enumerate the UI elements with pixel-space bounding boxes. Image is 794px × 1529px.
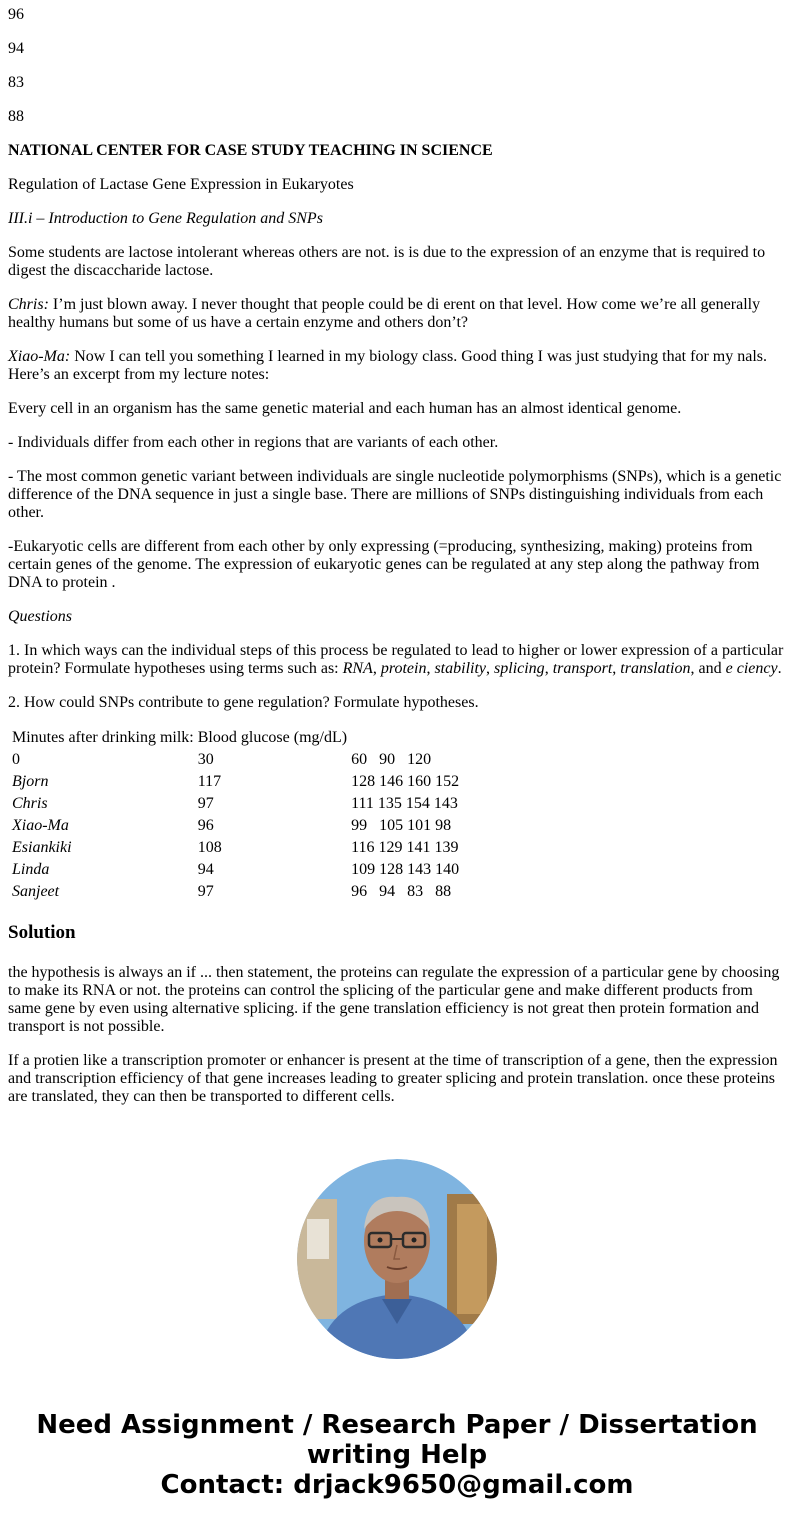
question-1 — [8, 642, 786, 678]
term-sep: , — [544, 660, 553, 677]
note-paragraph: - Individuals differ from each other in regions that are variants of each other. — [8, 434, 499, 451]
top-number: 94 — [8, 40, 24, 57]
doc-title: Regulation of Lactase Gene Expression in Eukaryotes — [8, 176, 354, 193]
term-sep: , — [486, 660, 495, 677]
table-name-cell — [11, 794, 195, 814]
table-row — [11, 772, 460, 792]
intro-paragraph: Some students are lactose intolerant whereas others are not. is is due to the expression of an enzyme that is required to digest the discaccharide lactose. — [8, 244, 766, 279]
table-cell: 111 135 154 143 — [351, 795, 458, 812]
table-cell: 97 — [197, 795, 214, 812]
term-and: , and — [690, 660, 726, 677]
term-sep: , — [612, 660, 621, 677]
table-name-cell — [11, 772, 195, 792]
table-cell: 60 90 120 — [351, 751, 432, 768]
questions-heading-text: Questions — [8, 608, 72, 625]
cta-contact: Contact: drjack9650@gmail.com — [160, 1470, 634, 1500]
top-number: 83 — [8, 74, 24, 91]
solution-paragraph: the hypothesis is always an if ... then statement, the proteins can regulate the expression of a particular gene by choosing to make its RNA or not. the proteins can control the splicing of the particular gene and make different products from same gene by even using alternative splicing. if the gene translation efficiency is not great then protein formation and transport is not possible. — [8, 964, 780, 1035]
table-header-cell: Minutes after drinking milk: — [12, 729, 194, 746]
speaker-chris: Chris: — [8, 296, 49, 313]
table-name-cell — [11, 838, 195, 858]
table-cell: 128 146 160 152 — [351, 773, 460, 790]
table-name: Chris — [12, 795, 48, 812]
table-time-row — [11, 750, 460, 770]
table-name-cell — [11, 882, 195, 902]
document-body — [0, 6, 794, 1106]
term: e ciency — [725, 660, 778, 677]
table-cell: 94 — [197, 861, 214, 878]
table-row — [11, 816, 460, 836]
term-sep: , — [426, 660, 435, 677]
xiaoma-text: Now I can tell you something I learned in my biology class. Good thing I was just studying that for my nals. Here’s an excerpt from my lecture notes: — [8, 348, 767, 383]
term: stability — [434, 660, 487, 677]
question-1-lead: 1. In which ways can the individual steps of this process be regulated to lead to higher or lower expression of a particular protein? Formulate hypotheses using terms such as: — [8, 642, 784, 677]
section-title — [8, 210, 786, 228]
table-row — [11, 860, 460, 880]
chris-dialogue — [8, 296, 786, 332]
table-row — [11, 794, 460, 814]
chris-text: I’m just blown away. I never thought that people could be di erent on that level. How come we’re all generally healthy humans but some of us have a certain enzyme and others don’t? — [8, 296, 761, 331]
table-name-cell — [11, 816, 195, 836]
cta-line: Need Assignment / Research Paper / Dissertation — [36, 1410, 758, 1440]
top-number: 88 — [8, 108, 24, 125]
table-cell: 108 — [197, 839, 222, 856]
table-name-cell — [11, 860, 195, 880]
table-header-cell — [350, 728, 460, 748]
table-header-row — [11, 728, 460, 748]
table-cell: 116 129 141 139 — [351, 839, 459, 856]
term-sep: , — [372, 660, 381, 677]
top-number: 96 — [8, 6, 24, 23]
avatar-photo — [297, 1159, 497, 1359]
term: splicing — [494, 660, 545, 677]
term: translation — [620, 660, 691, 677]
table-cell: 0 — [12, 751, 20, 768]
speaker-xiaoma: Xiao-Ma: — [8, 348, 71, 365]
table-row — [11, 838, 460, 858]
note-paragraph: Every cell in an organism has the same genetic material and each human has an almost identical genome. — [8, 400, 682, 417]
term: protein — [380, 660, 427, 677]
table-name: Xiao-Ma — [12, 817, 69, 834]
term: transport — [552, 660, 613, 677]
page — [0, 6, 794, 1529]
note-paragraph: -Eukaryotic cells are different from each other by only expressing (=producing, synthesizing, making) proteins from certain genes of the genome. The expression of eukaryotic genes can be regulated at any step along the pathway from DNA to protein . — [8, 538, 760, 591]
term: RNA — [342, 660, 373, 677]
question-2: 2. How could SNPs contribute to gene regulation? Formulate hypotheses. — [8, 694, 479, 711]
xiaoma-dialogue — [8, 348, 786, 384]
table-cell: 97 — [197, 883, 214, 900]
solution-heading: Solution — [8, 922, 76, 943]
author-avatar — [297, 1159, 497, 1359]
table-cell: 117 — [197, 773, 222, 790]
cta-banner — [0, 1410, 794, 1500]
section-title-text: III.i – Introduction to Gene Regulation and SNPs — [8, 210, 323, 227]
solution-paragraph: If a protien like a transcription promoter or enhancer is present at the time of transcription of a gene, then the expression and transcription efficiency of that gene increases leading to greater splicing and protein translation. once these proteins are translated, they can then be transported to different cells. — [8, 1052, 778, 1105]
table-row — [11, 882, 460, 902]
note-paragraph: - The most common genetic variant between individuals are single nucleotide polymorphisms (SNPs), which is a genetic difference of the DNA sequence in just a single base. There are millions of SNPs distinguishing individuals from each other. — [8, 468, 782, 521]
glucose-table — [9, 726, 462, 904]
table-name: Linda — [12, 861, 50, 878]
table-header-cell: Blood glucose (mg/dL) — [197, 729, 348, 746]
table-cell: 30 — [197, 751, 214, 768]
table-name: Bjorn — [12, 773, 49, 790]
org-heading: NATIONAL CENTER FOR CASE STUDY TEACHING IN SCIENCE — [8, 142, 493, 159]
table-name: Esiankiki — [12, 839, 72, 856]
table-cell: 96 94 83 88 — [351, 883, 452, 900]
table-cell: 109 128 143 140 — [351, 861, 460, 878]
cta-line: writing Help — [306, 1440, 488, 1470]
table-cell: 96 — [197, 817, 214, 834]
questions-heading — [8, 608, 786, 626]
table-cell: 99 105 101 98 — [351, 817, 452, 834]
question-1-end: . — [777, 660, 782, 677]
table-name: Sanjeet — [12, 883, 60, 900]
